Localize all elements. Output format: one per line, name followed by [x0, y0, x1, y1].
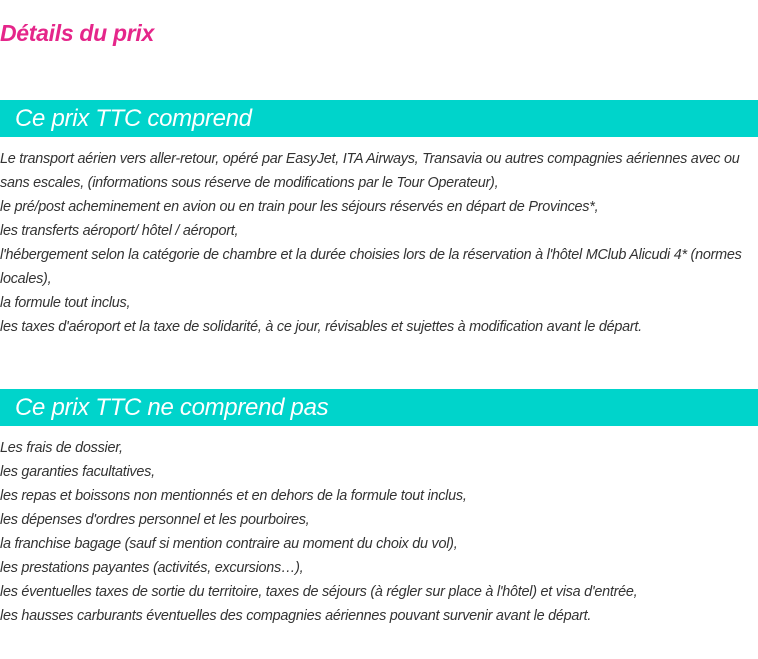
list-item: les repas et boissons non mentionnés et en dehors de la formule tout inclus, [0, 488, 467, 504]
list-item: Les frais de dossier, [0, 440, 123, 456]
page-title: Détails du prix [0, 20, 154, 46]
list-item: les éventuelles taxes de sortie du territoire, taxes de séjours (à régler sur place à l'hôtel) et visa d'entrée, [0, 584, 638, 600]
list-item: la franchise bagage (sauf si mention contraire au moment du choix du vol), [0, 536, 458, 552]
list-item: la formule tout inclus, [0, 295, 131, 311]
includes-section-heading: Ce prix TTC comprend [0, 100, 758, 137]
excludes-section-heading: Ce prix TTC ne comprend pas [0, 389, 758, 426]
list-item: le pré/post acheminement en avion ou en train pour les séjours réservés en départ de Provinces*, [0, 199, 599, 215]
list-item: l'hébergement selon la catégorie de chambre et la durée choisies lors de la réservation à l'hôtel MClub Alicudi 4* (normes locales), [0, 247, 742, 287]
list-item: les taxes d'aéroport et la taxe de solidarité, à ce jour, révisables et sujettes à modification avant le départ. [0, 319, 642, 335]
list-item: les hausses carburants éventuelles des compagnies aériennes pouvant survenir avant le départ. [0, 608, 592, 624]
list-item: les garanties facultatives, [0, 464, 155, 480]
list-item: les transferts aéroport/ hôtel / aéroport, [0, 223, 239, 239]
includes-list [0, 147, 750, 339]
excludes-list [0, 436, 750, 628]
list-item: les prestations payantes (activités, excursions…), [0, 560, 304, 576]
list-item: Le transport aérien vers aller-retour, opéré par EasyJet, ITA Airways, Transavia ou autres compagnies aériennes avec ou sans escales, (informations sous réserve de modifications par le Tour Operateur), [0, 151, 740, 191]
list-item: les dépenses d'ordres personnel et les pourboires, [0, 512, 310, 528]
